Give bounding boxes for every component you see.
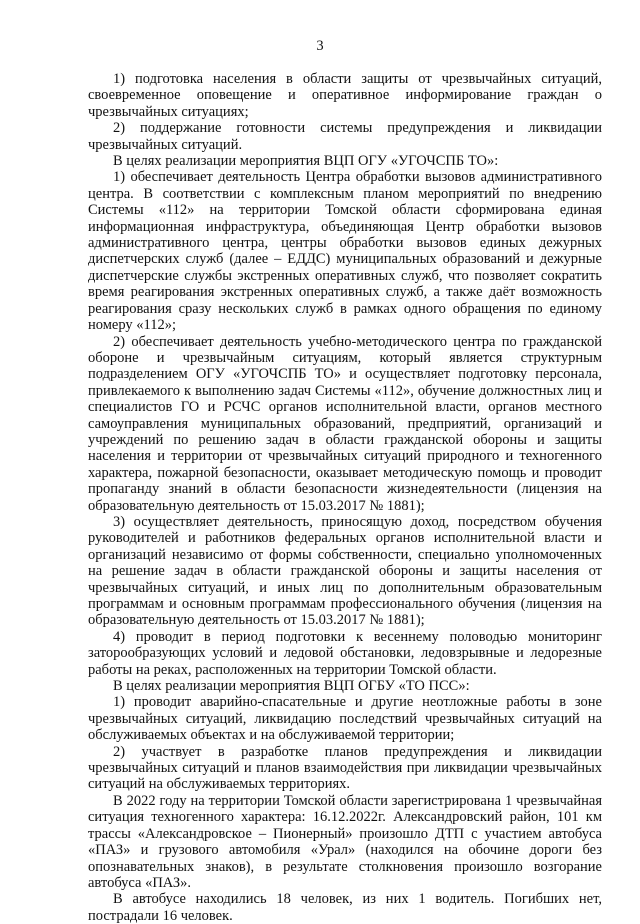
paragraph: 2) обеспечивает деятельность учебно-методического центра по гражданской обороне и чрезвычайным ситуациям, который является структурным подразделением ОГУ «УГОЧСПБ ТО» и осуществляет подготовку персонала, привлекаемого к выполнению задач Системы «112», обучение должностных лиц и специалистов ГО и РСЧС органов исполнительной власти, органов местного самоуправления муниципальных образований, предприятий, организаций и учреждений по решению задач в области гражданской обороны и защиты населения и территории от чрезвычайных ситуаций природного и техногенного характера, пожарной безопасности, оказывает методическую помощь и проводит пропаганду знаний в области безопасности жизнедеятельности (лицензия на образовательную деятельность от 15.03.2017 № 1881);: [88, 333, 602, 514]
paragraph: 2) участвует в разработке планов предупреждения и ликвидации чрезвычайных ситуаций и планов взаимодействия при ликвидации чрезвычайных ситуаций на обслуживаемых территориях.: [88, 743, 602, 793]
paragraph: 4) проводит в период подготовки к весеннему половодью мониторинг заторообразующих условий и ледовой обстановки, ледовзрывные и ледорезные работы на реках, расположенных на территории Томской области.: [88, 628, 602, 678]
paragraph: В 2022 году на территории Томской области зарегистрирована 1 чрезвычайная ситуация техногенного характера: 16.12.2022г. Александровский район, 101 км трассы «Александровское – Пионерный» произошло ДТП с участием автобуса «ПАЗ» и грузового автомобиля «Урал» (находился на обочине дороги без опознавательных знаков), в результате столкновения произошло возгорание автобуса «ПАЗ».: [88, 792, 602, 891]
paragraph: В автобусе находились 18 человек, из них 1 водитель. Погибших нет, пострадали 16 человек.: [88, 891, 602, 924]
paragraph: 1) обеспечивает деятельность Центра обработки вызовов административного центра. В соответствии с комплексным планом мероприятий по внедрению Системы «112» на территории Томской области сформирована единая информационная инфраструктура, объединяющая Центр обработки вызовов административного центра, центры обработки вызовов единых дежурных диспетчерских служб (далее – ЕДДС) муниципальных образований и дежурные диспетчерские службы экстренных оперативных служб, что позволяет сократить время реагирования экстренных оперативных служб, а также даёт возможность реагирования сразу нескольких служб в рамках одного обращения по единому номеру «112»;: [88, 169, 602, 334]
paragraph: 1) проводит аварийно-спасательные и другие неотложные работы в зоне чрезвычайных ситуаций, ликвидацию последствий чрезвычайных ситуаций на обслуживаемых объектах и на обслуживаемой территории;: [88, 694, 602, 744]
paragraph: 2) поддержание готовности системы предупреждения и ликвидации чрезвычайных ситуаций.: [88, 120, 602, 153]
document-body: [88, 71, 602, 924]
paragraph: В целях реализации мероприятия ВЦП ОГБУ «ТО ПСС»:: [113, 678, 470, 695]
paragraph: В целях реализации мероприятия ВЦП ОГУ «УГОЧСПБ ТО»:: [113, 153, 499, 170]
paragraph: 3) осуществляет деятельность, приносящую доход, посредством обучения руководителей и работников федеральных органов исполнительной власти и организаций независимо от формы собственности, специально уполномоченных на решение задач в области гражданской обороны и защиты населения от чрезвычайных ситуаций, и иных лиц по дополнительным образовательным программам и основным программам профессионального обучения (лицензия на образовательную деятельность от 15.03.2017 № 1881);: [88, 513, 602, 629]
paragraph: 1) подготовка населения в области защиты от чрезвычайных ситуаций, своевременное оповещение и оперативное информирование граждан о чрезвычайных ситуациях;: [88, 71, 602, 120]
page-number: 3: [316, 38, 324, 54]
